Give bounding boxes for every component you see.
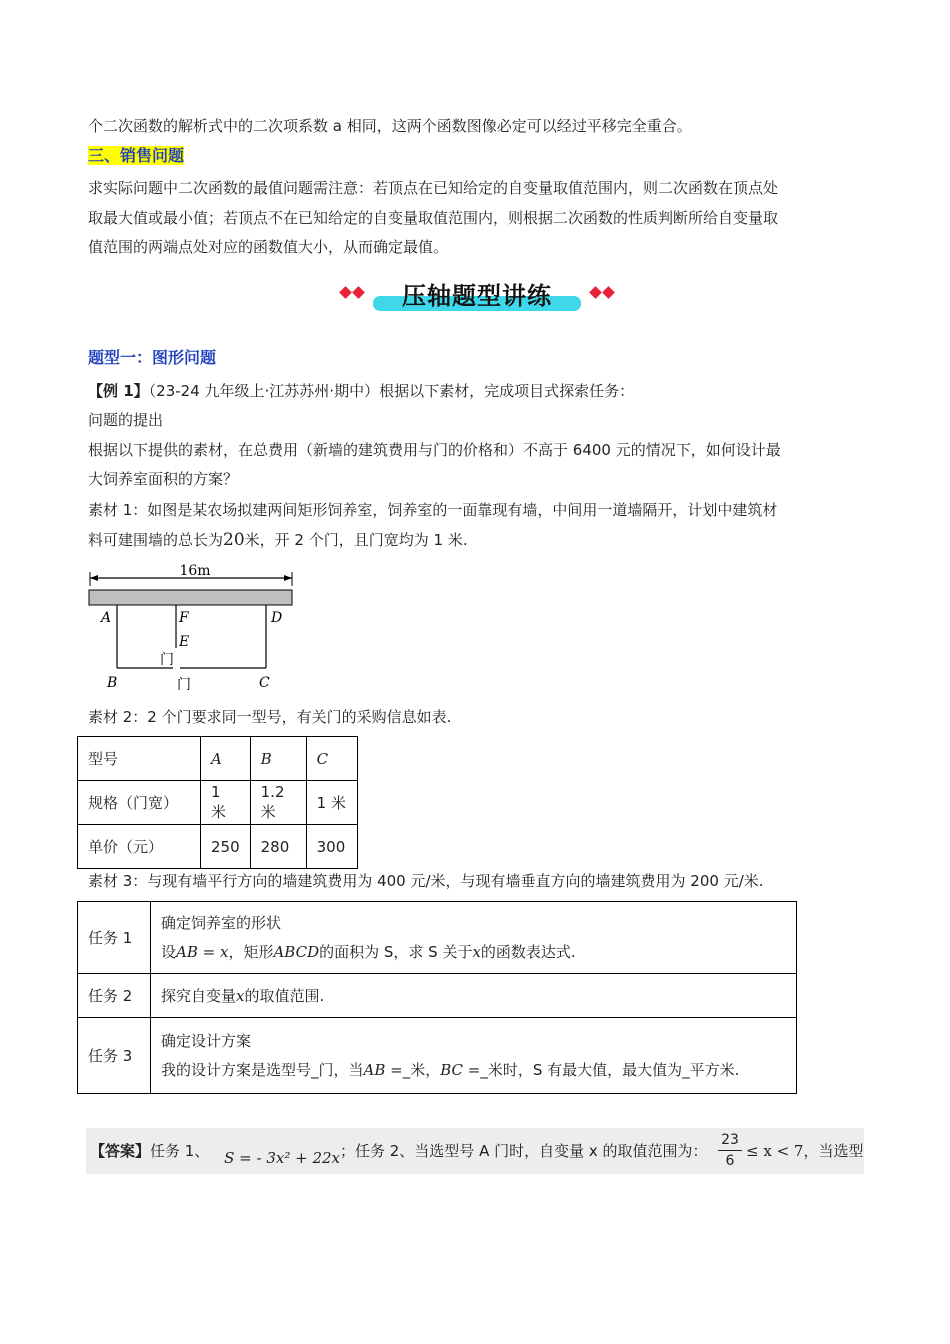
label-A: A — [101, 610, 112, 626]
table-row — [78, 1018, 797, 1094]
table-cell: 1 米 — [201, 781, 251, 825]
dimension-arrow-right-icon — [284, 575, 292, 581]
material1-line1: 素材 1：如图是某农场拟建两间矩形饲养室，饲养室的一面靠现有墙，中间用一道墙隔开，计划中建筑材 — [88, 501, 778, 519]
table-cell: B — [250, 737, 306, 781]
section-banner — [335, 274, 620, 318]
math-abcd: ABCD — [273, 942, 320, 961]
label-C: C — [259, 675, 270, 691]
answer-part2: ；任务 2、当选型号 A 门时，自变量 x 的取值范围为： — [340, 1142, 708, 1160]
dimension-arrow-left-icon — [90, 575, 98, 581]
task1-content — [151, 902, 797, 974]
task3-title: 确定设计方案 — [161, 1031, 252, 1050]
math-x: x — [236, 987, 245, 1005]
example1-tag: 【例 1】 — [88, 382, 149, 400]
left-diamonds-icon — [339, 286, 365, 299]
math-x: x — [472, 942, 481, 961]
answer-formula: S = - 3x² + 22x — [224, 1149, 340, 1167]
table-cell: 280 — [250, 825, 306, 869]
answer-fraction — [718, 1130, 742, 1171]
task2-label: 任务 2 — [78, 974, 151, 1018]
right-diamonds-icon — [589, 286, 615, 299]
question-line1: 根据以下提供的素材，在总费用（新墙的建筑费用与门的价格和）不高于 6400 元的情况下，如何设计最 — [88, 441, 781, 459]
answer-part1: 任务 1、 — [150, 1142, 210, 1160]
task2-content: 探究自变量x的取值范围. — [151, 974, 797, 1018]
table-cell: 规格（门宽） — [78, 781, 201, 825]
label-D: D — [271, 610, 283, 626]
type1-heading: 题型一：图形问题 — [88, 348, 217, 367]
task3-body: 我的设计方案是选型号_门，当AB =_米，BC =_米时，S 有最大值，最大值为_平方米. — [161, 1060, 740, 1079]
material1-text-a: 料可建围墙的总长为 — [88, 531, 224, 549]
math-ab: AB = x — [176, 942, 229, 961]
table-cell: 250 — [201, 825, 251, 869]
material3-text: 素材 3：与现有墙平行方向的墙建筑费用为 400 元/米，与现有墙垂直方向的墙建筑费用为 200 元/米. — [88, 872, 764, 890]
section3-line3: 值范围的两端点处对应的函数值大小，从而确定最值。 — [88, 238, 449, 256]
question-title: 问题的提出 — [88, 411, 164, 429]
table-row — [78, 825, 358, 869]
label-B: B — [107, 675, 118, 691]
label-F: F — [179, 610, 189, 626]
table-cell: 300 — [306, 825, 357, 869]
example1-intro — [88, 377, 868, 406]
section3-heading-row — [88, 141, 868, 171]
table-row — [78, 902, 797, 974]
section3-line2: 取最大值或最小值；若顶点不在已知给定的自变量取值范围内，则根据二次函数的性质判断所给自变量取 — [88, 209, 779, 227]
answer-inequality: ≤ x < 7 — [746, 1142, 804, 1160]
answer-tag: 【答案】 — [90, 1142, 151, 1160]
task1-body: 设AB = x，矩形ABCD的面积为 S，求 S 关于x的函数表达式. — [161, 942, 576, 961]
material1-line2 — [88, 526, 868, 555]
task1-title: 确定饲养室的形状 — [161, 913, 282, 932]
math-bc: BC = — [440, 1060, 481, 1079]
material1-text-b: 米，开 2 个门，且门宽均为 1 米. — [244, 531, 468, 549]
answer-box — [86, 1128, 864, 1174]
existing-wall — [89, 590, 292, 605]
table-cell: 型号 — [78, 737, 201, 781]
door-label-inner: 门 — [160, 652, 174, 668]
tasks-table — [77, 901, 797, 1094]
door-label-bottom: 门 — [177, 677, 191, 693]
door-table — [77, 736, 358, 869]
answer-line — [90, 1140, 708, 1167]
task3-content — [151, 1018, 797, 1094]
table-row — [78, 781, 358, 825]
section3-line1: 求实际问题中二次函数的最值问题需注意：若顶点在已知给定的自变量取值范围内，则二次函数在顶点处 — [88, 179, 779, 197]
dimension-label: 16m — [179, 563, 211, 579]
question-line2: 大饲养室面积的方案？ — [88, 470, 239, 488]
task3-label: 任务 3 — [78, 1018, 151, 1094]
fraction-denominator: 6 — [725, 1153, 735, 1169]
section3-heading: 三、销售问题 — [88, 146, 185, 165]
table-row — [78, 737, 358, 781]
intro-line: 个二次函数的解析式中的二次项系数 a 相同，这两个函数图像必定可以经过平移完全重合。 — [88, 117, 692, 135]
answer-part3: ，当选型 — [803, 1142, 864, 1160]
example1-source: （23-24 九年级上·江苏苏州·期中）根据以下素材，完成项目式探索任务： — [148, 382, 635, 400]
material1-number: 20 — [223, 530, 245, 550]
banner-title: 压轴题型讲练 — [402, 282, 552, 310]
table-cell: 1.2 米 — [250, 781, 306, 825]
table-cell: 单价（元） — [78, 825, 201, 869]
fraction-numerator: 23 — [718, 1130, 742, 1151]
table-cell: 1 米 — [306, 781, 357, 825]
table-cell: C — [306, 737, 357, 781]
table-row — [78, 974, 797, 1018]
label-E: E — [179, 634, 190, 650]
task1-label: 任务 1 — [78, 902, 151, 974]
math-ab: AB = — [363, 1060, 403, 1079]
table-cell: A — [201, 737, 251, 781]
answer-tail — [746, 1140, 863, 1161]
farm-figure — [82, 560, 312, 695]
material2-text: 素材 2：2 个门要求同一型号，有关门的采购信息如表. — [88, 708, 452, 726]
